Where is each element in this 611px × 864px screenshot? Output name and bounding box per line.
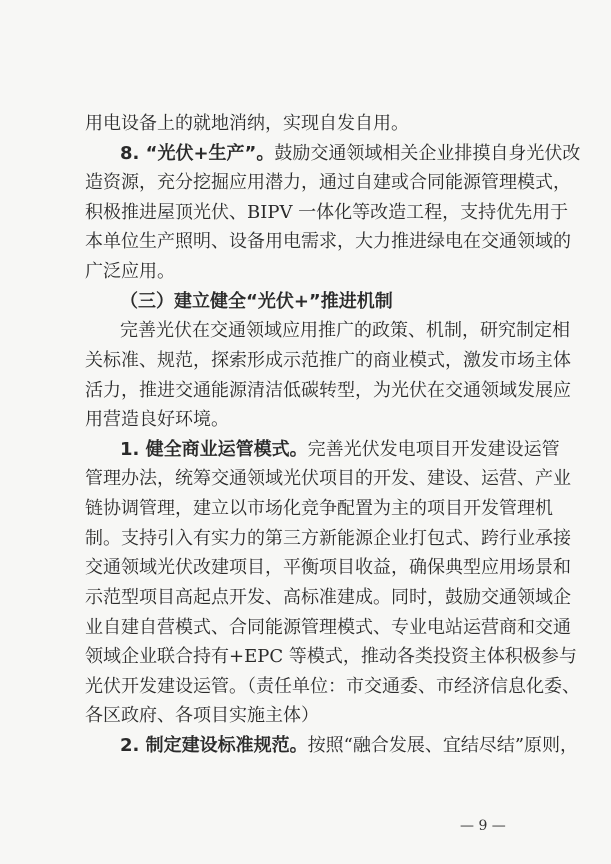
body-line: 链协调管理，建立以市场化竞争配置为主的项目开发管理机 — [85, 498, 553, 519]
body-line: 用营造良好环境。 — [85, 409, 229, 430]
page-number: — 9 — — [460, 818, 506, 834]
body-line: 业自建自营模式、合同能源管理模式、专业电站运营商和交通 — [85, 617, 571, 638]
item-title: 8. “光伏+生产”。 — [120, 143, 275, 164]
body-line: 完善光伏在交通领域应用推广的政策、机制，研究制定相 — [120, 320, 570, 341]
body-line: 交通领域光伏改建项目，平衡项目收益，确保典型应用场景和 — [85, 557, 571, 578]
body-line: 领域企业联合持有+EPC 等模式，推动各类投资主体积极参与 — [85, 646, 577, 667]
body-line: 用电设备上的就地消纳，实现自发自用。 — [85, 113, 409, 134]
item-2-heading-line: 2. 制定建设标准规范。按照“融合发展、宜结尽结”原则， — [120, 735, 579, 756]
body-line: 造资源，充分挖掘应用潜力，通过自建或合同能源管理模式， — [85, 172, 571, 193]
item-title: 1. 健全商业运管模式。 — [120, 439, 308, 460]
body-line: 各区政府、各项目实施主体） — [85, 705, 319, 726]
body-line: 示范型项目高起点开发、高标准建成。同时，鼓励交通领域企 — [85, 587, 571, 608]
body-line: 制。支持引入有实力的第三方新能源企业打包式、跨行业承接 — [85, 528, 571, 549]
body-line: 活力，推进交通能源清洁低碳转型，为光伏在交通领域发展应 — [85, 380, 571, 401]
section-3-heading: （三）建立健全“光伏+”推进机制 — [120, 291, 393, 312]
body-line: 本单位生产照明、设备用电需求，大力推进绿电在交通领域的 — [85, 231, 571, 252]
item-1-heading-line: 1. 健全商业运管模式。完善光伏发电项目开发建设运管 — [120, 439, 560, 460]
body-line: 积极推进屋顶光伏、BIPV 一体化等改造工程，支持优先用于 — [85, 202, 569, 223]
body-line: 光伏开发建设运管。（责任单位：市交通委、市经济信息化委、 — [85, 676, 580, 697]
body-line: 广泛应用。 — [85, 261, 175, 282]
item-title: 2. 制定建设标准规范。 — [120, 735, 308, 756]
body-line: 管理办法，统筹交通领域光伏项目的开发、建设、运营、产业 — [85, 468, 571, 489]
section-8-heading-line: 8. “光伏+生产”。鼓励交通领域相关企业排摸自身光伏改 — [120, 143, 581, 164]
body-line: 关标准、规范，探索形成示范推广的商业模式，激发市场主体 — [85, 350, 571, 371]
